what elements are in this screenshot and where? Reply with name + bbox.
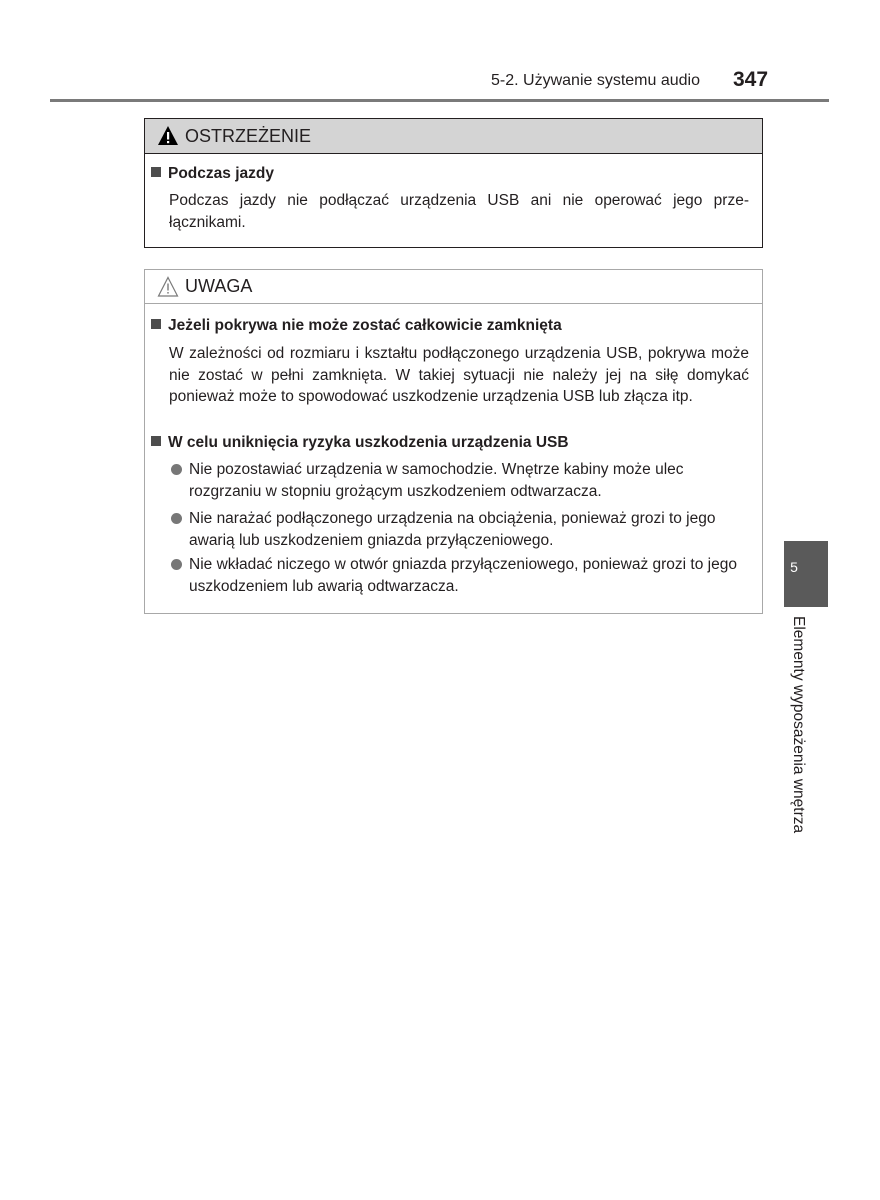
caution-bullet-2: Nie narażać podłączonego urządzenia na obciążenia, ponieważ grozi to jego awarią lub uszkodzeniem gniazda przyłączeniowego. [171, 508, 749, 551]
warning-heading: Podczas jazdy [151, 165, 274, 183]
caution-triangle-outline-icon [157, 276, 179, 298]
round-bullet-icon [171, 464, 182, 475]
square-bullet-icon [151, 167, 161, 177]
warning-text: Podczas jazdy nie podłączać urządzenia USB ani nie operować jego prze-łącznikami. [169, 192, 749, 231]
chapter-number: 5 [790, 559, 798, 575]
header-section-title: 5-2. Używanie systemu audio [491, 72, 700, 89]
caution-section1-heading: Jeżeli pokrywa nie może zostać całkowicie zamknięta [151, 317, 562, 335]
caution-bullet-3: Nie wkładać niczego w otwór gniazda przyłączeniowego, ponieważ grozi to jego uszkodzeniem lub awarią odtwarzacza. [171, 554, 749, 597]
caution-section1-text: W zależności od rozmiaru i kształtu podłączonego urządzenia USB, pokrywa może nie zostać w pełni zamknięta. W takiej sytuacji nie należy jej na siłę domykać ponieważ może to spowodować uszkodzenie urządzenia USB lub złącza itp. [169, 345, 749, 405]
warning-triangle-filled-icon [157, 125, 179, 147]
caution-box [144, 269, 763, 614]
chapter-title-vertical: Elementy wyposażenia wnętrza [790, 616, 807, 834]
caution-section2-heading: W celu uniknięcia ryzyka uszkodzenia urządzenia USB [151, 434, 569, 452]
square-bullet-icon [151, 436, 161, 446]
chapter-tab [784, 541, 828, 607]
header-divider [50, 99, 829, 102]
page-number: 347 [733, 68, 769, 91]
caution-box-title: UWAGA [185, 276, 253, 296]
warning-box [144, 118, 763, 248]
warning-box-header [145, 119, 762, 154]
square-bullet-icon [151, 319, 161, 329]
round-bullet-icon [171, 559, 182, 570]
round-bullet-icon [171, 513, 182, 524]
caution-bullet-1: Nie pozostawiać urządzenia w samochodzie. Wnętrze kabiny może ulec rozgrzaniu w stopniu grożącym uszkodzeniem odtwarzacza. [171, 459, 749, 502]
warning-box-title: OSTRZEŻENIE [185, 125, 312, 146]
caution-box-header [145, 270, 762, 304]
